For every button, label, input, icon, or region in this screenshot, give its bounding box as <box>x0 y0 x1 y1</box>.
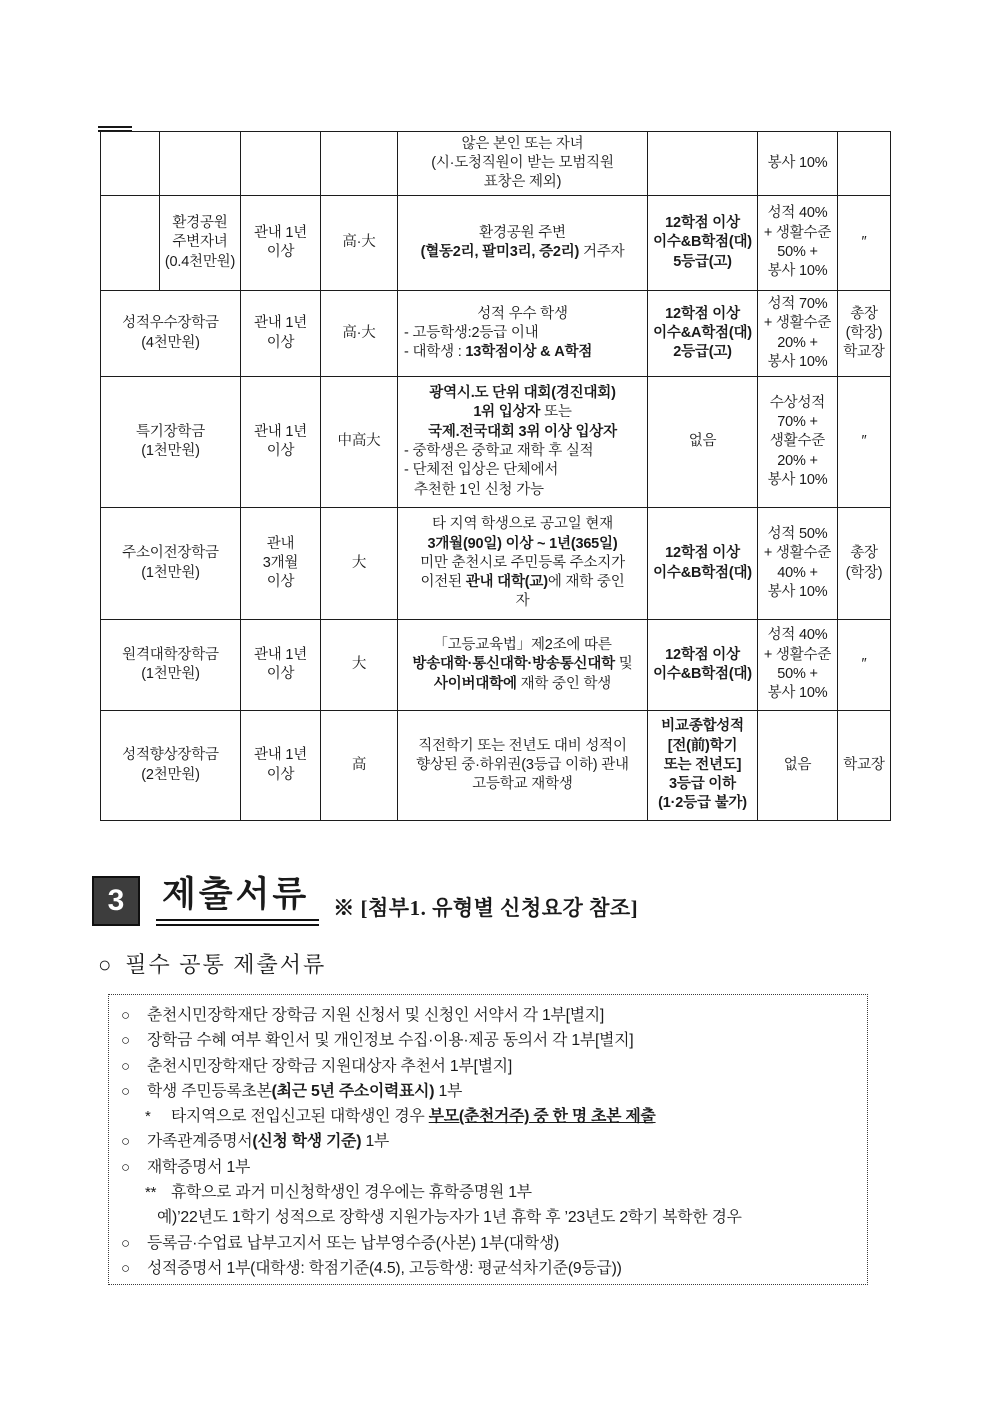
circle-marker: ○ <box>121 1158 130 1176</box>
cell-scholarship-name: 성적향상장학금 (2천만원) <box>101 711 241 821</box>
cell-recommender: 학교장 <box>838 711 891 821</box>
cell-residency-period: 관내 1년 이상 <box>241 711 321 821</box>
cell-school-level: 高·大 <box>321 196 398 291</box>
cell-recommender: 총장 (학장) <box>838 508 891 620</box>
circle-marker: ○ <box>121 1259 130 1277</box>
checklist-item-text: 재학증명서 1부 <box>147 1158 251 1176</box>
cell-scholarship-name: 원격대학장학금 (1천만원) <box>101 620 241 711</box>
cell-grade-criteria <box>648 132 758 196</box>
note-marker: ** <box>145 1184 157 1202</box>
cell-school-level: 高 <box>321 711 398 821</box>
group-cell <box>101 196 160 291</box>
circle-marker: ○ <box>121 1032 130 1050</box>
checklist-item-text: 타지역으로 전입신고된 대학생인 경우 부모(춘천거주) 중 한 명 초본 제출 <box>171 1108 656 1126</box>
cell-eligibility: 타 지역 학생으로 공고일 현재 3개월(90일) 이상 ~ 1년(365일) 미만 춘천시로 주민등록 주소지가 이전된 관내 대학(교)에 재학 중인 자 <box>398 508 648 620</box>
checklist-item-text: 예)’22년도 1학기 성적으로 장학생 지원가능자가 1년 휴학 후 ’23년도 2학기 복학한 경우 <box>157 1209 742 1227</box>
circle-marker: ○ <box>121 1007 130 1024</box>
checklist-item-text: 학생 주민등록초본(최근 5년 주소이력표시) 1부 <box>147 1082 463 1100</box>
cell-evaluation-weights: 없음 <box>758 711 838 821</box>
cell-residency-period: 관내 1년 이상 <box>241 291 321 377</box>
cell-eligibility: 않은 본인 또는 자녀 (시·도청직원이 받는 모범직원 표창은 제외) <box>398 132 648 196</box>
cell-evaluation-weights: 성적 40% + 생활수준 50% + 봉사 10% <box>758 620 838 711</box>
cell-scholarship-name: 환경공원 주변자녀 (0.4천만원) <box>160 196 241 291</box>
cell-eligibility: 직전학기 또는 전년도 대비 성적이 향상된 중·하위권(3등급 이하) 관내 고등학교 재학생 <box>398 711 648 821</box>
cell-scholarship-name <box>160 132 241 196</box>
table-row <box>101 132 891 196</box>
circle-marker: ○ <box>121 1057 130 1075</box>
cell-recommender: ″ <box>838 377 891 508</box>
cell-recommender: ″ <box>838 620 891 711</box>
checklist-item <box>121 1256 859 1281</box>
checklist-item <box>121 1003 859 1028</box>
scholarship-table-wrap <box>100 131 891 821</box>
circle-bullet: ○ <box>98 952 114 977</box>
checklist-item-text: 휴학으로 과거 미신청학생인 경우에는 휴학증명원 1부 <box>171 1184 532 1202</box>
cell-residency-period <box>241 132 321 196</box>
checklist-item-text: 성적증명서 1부(대학생: 학점기준(4.5), 고등학생: 평균석차기준(9등급)) <box>147 1259 622 1277</box>
section-number: 3 <box>107 884 125 917</box>
table-row <box>101 620 891 711</box>
cell-residency-period: 관내 1년 이상 <box>241 377 321 508</box>
cell-eligibility: 환경공원 주변 (혈동2리, 팔미3리, 증2리) 거주자 <box>398 196 648 291</box>
circle-marker: ○ <box>121 1234 130 1252</box>
checklist-item-text: 춘천시민장학재단 장학금 지원 신청서 및 신청인 서약서 각 1부[별지] <box>147 1007 605 1024</box>
checklist-item-text: 가족관계증명서(신청 학생 기준) 1부 <box>147 1133 390 1151</box>
cell-scholarship-name: 주소이전장학금 (1천만원) <box>101 508 241 620</box>
cell-eligibility: 광역시.도 단위 대회(경진대회) 1위 입상자 또는 국제.전국대회 3위 이상 입상자 - 중학생은 중학교 재학 후 실적 - 단체전 입상은 단체에서 추천한 1인 신청 가능 <box>398 377 648 508</box>
cell-grade-criteria: 12학점 이상 이수&A학점(대) 2등급(고) <box>648 291 758 377</box>
cell-evaluation-weights: 성적 50% + 생활수준 40% + 봉사 10% <box>758 508 838 620</box>
cell-evaluation-weights: 수상성적 70% + 생활수준 20% + 봉사 10% <box>758 377 838 508</box>
cell-grade-criteria: 12학점 이상 이수&B학점(대) 5등급(고) <box>648 196 758 291</box>
cell-scholarship-name: 특기장학금 (1천만원) <box>101 377 241 508</box>
checklist-item <box>121 1054 859 1079</box>
cell-school-level: 高·大 <box>321 291 398 377</box>
table-row <box>101 711 891 821</box>
subsection-title: 필수 공통 제출서류 <box>125 952 327 977</box>
section-number-box <box>92 876 140 926</box>
cell-evaluation-weights: 성적 40% + 생활수준 50% + 봉사 10% <box>758 196 838 291</box>
table-row <box>101 508 891 620</box>
group-cell <box>101 132 160 196</box>
cell-residency-period: 관내 1년 이상 <box>241 620 321 711</box>
checklist-item <box>121 1028 859 1053</box>
cell-recommender: 총장 (학장) 학교장 <box>838 291 891 377</box>
checklist-item <box>157 1205 859 1230</box>
cell-school-level <box>321 132 398 196</box>
cell-eligibility: 성적 우수 학생 - 고등학생:2등급 이내 - 대학생 : 13학점이상 & A학점 <box>398 291 648 377</box>
checklist-item <box>121 1155 859 1180</box>
scholarship-table <box>100 131 891 821</box>
required-documents-box <box>108 994 868 1285</box>
cell-residency-period: 관내 3개월 이상 <box>241 508 321 620</box>
note-marker: * <box>145 1108 151 1126</box>
section-title: 제출서류 <box>156 877 319 926</box>
cell-school-level: 大 <box>321 620 398 711</box>
cell-scholarship-name: 성적우수장학금 (4천만원) <box>101 291 241 377</box>
checklist-item <box>145 1180 859 1205</box>
checklist-item <box>121 1079 859 1104</box>
cell-evaluation-weights: 성적 70% + 생활수준 20% + 봉사 10% <box>758 291 838 377</box>
checklist-item <box>145 1104 859 1129</box>
checklist-item <box>121 1129 859 1154</box>
section-heading <box>92 876 638 926</box>
checklist-item-text: 등록금·수업료 납부고지서 또는 납부영수증(사본) 1부(대학생) <box>147 1234 560 1252</box>
checklist-item-text: 장학금 수혜 여부 확인서 및 개인정보 수집·이용·제공 동의서 각 1부[별지] <box>147 1032 634 1050</box>
cell-eligibility: 「고등교육법」제2조에 따른 방송대학·통신대학·방송통신대학 및 사이버대학에 재학 중인 학생 <box>398 620 648 711</box>
table-row <box>101 291 891 377</box>
cell-recommender <box>838 132 891 196</box>
cell-grade-criteria: 비교종합성적 [전(前)학기 또는 전년도] 3등급 이하 (1·2등급 불가) <box>648 711 758 821</box>
cell-residency-period: 관내 1년 이상 <box>241 196 321 291</box>
cell-grade-criteria: 없음 <box>648 377 758 508</box>
table-row <box>101 196 891 291</box>
cell-recommender: ″ <box>838 196 891 291</box>
table-row <box>101 377 891 508</box>
checklist-item <box>121 1231 859 1256</box>
section-note: ※ [첨부1. 유형별 신청요강 참조] <box>333 896 639 920</box>
cell-grade-criteria: 12학점 이상 이수&B학점(대) <box>648 508 758 620</box>
circle-marker: ○ <box>121 1082 130 1100</box>
checklist-item-text: 춘천시민장학재단 장학금 지원대상자 추천서 1부[별지] <box>147 1057 513 1075</box>
cell-school-level: 中高大 <box>321 377 398 508</box>
subsection-heading <box>98 948 326 979</box>
cell-school-level: 大 <box>321 508 398 620</box>
cell-evaluation-weights: 봉사 10% <box>758 132 838 196</box>
circle-marker: ○ <box>121 1133 130 1151</box>
cell-grade-criteria: 12학점 이상 이수&B학점(대) <box>648 620 758 711</box>
